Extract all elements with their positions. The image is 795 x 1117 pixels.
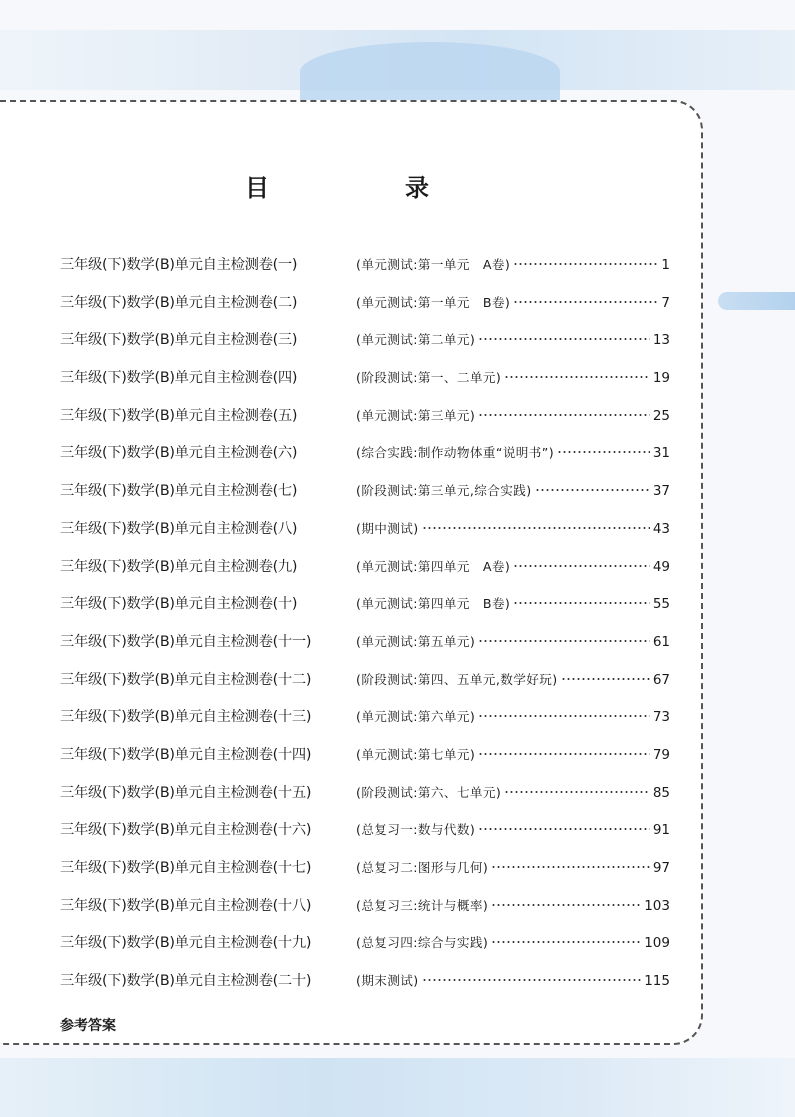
toc-entry-description: (单元测试:第一单元 B卷) [356,294,511,310]
toc-entry[interactable] [60,782,670,820]
toc-entry-name: 三年级(下)数学(B)单元自主检测卷(四) [60,370,298,387]
toc-entry[interactable] [60,744,670,782]
toc-entry-name: 三年级(下)数学(B)单元自主检测卷(十一) [60,633,312,650]
toc-entry-description: (单元测试:第四单元 B卷) [356,596,511,612]
toc-entry-name: 三年级(下)数学(B)单元自主检测卷(七) [60,483,298,500]
toc-entry-name: 三年级(下)数学(B)单元自主检测卷(十三) [60,709,312,726]
toc-entry[interactable] [60,857,670,895]
toc-entry[interactable] [60,329,670,367]
side-decoration-band [718,292,795,310]
toc-entry[interactable] [60,819,670,857]
toc-entry[interactable] [60,932,670,970]
toc-entry-page-number: 73 [652,709,670,726]
toc-dot-leader [535,481,650,495]
toc-entry[interactable] [60,292,670,330]
toc-entry-description: (单元测试:第四单元 A卷) [356,558,511,574]
toc-entry-description: (期中测试) [356,520,419,536]
toc-dot-leader [513,255,658,269]
toc-dot-leader [504,783,650,797]
toc-entry-name: 三年级(下)数学(B)单元自主检测卷(六) [60,445,298,462]
toc-entry[interactable] [60,480,670,518]
toc-entry[interactable] [60,405,670,443]
toc-dot-leader [478,820,650,834]
toc-entry-answers[interactable]: 参考答案 [60,1018,116,1034]
toc-dot-leader [513,557,650,571]
toc-dot-leader [478,707,650,721]
toc-entry[interactable] [60,367,670,405]
toc-entry-page-number: 1 [661,257,670,273]
toc-entry[interactable] [60,895,670,933]
toc-entry-page-number: 25 [652,407,670,424]
toc-entry-description: (总复习一:数与代数) [356,822,476,838]
toc-entry-name: 三年级(下)数学(B)单元自主检测卷(十八) [60,897,312,914]
toc-entry-name: 三年级(下)数学(B)单元自主检测卷(十九) [60,935,312,952]
toc-entry-description: (阶段测试:第六、七单元) [356,784,502,800]
toc-entry-page-number: 13 [652,332,670,349]
toc-dot-leader [478,406,650,420]
toc-entry-name: 三年级(下)数学(B)单元自主检测卷(九) [60,558,298,575]
toc-entry-page-number: 55 [652,596,670,613]
toc-entry-description: (阶段测试:第三单元,综合实践) [356,483,532,499]
toc-dot-leader [491,858,650,872]
toc-dot-leader [491,933,641,947]
toc-entry-name: 三年级(下)数学(B)单元自主检测卷(二十) [60,973,312,990]
toc-entry-name: 三年级(下)数学(B)单元自主检测卷(一) [60,257,298,273]
toc-entry-page-number: 67 [652,671,670,688]
toc-entry-page-number: 49 [652,558,670,575]
toc-entry-page-number: 31 [652,445,670,462]
toc-entry-page-number: 7 [661,294,670,311]
toc-entry-description: (期末测试) [356,973,419,989]
toc-entry-name: 三年级(下)数学(B)单元自主检测卷(十四) [60,746,312,763]
toc-entry[interactable] [60,593,670,631]
toc-entry-description: (单元测试:第七单元) [356,746,476,762]
toc-dot-leader [491,896,641,910]
toc-entry-page-number: 85 [652,784,670,801]
toc-dot-leader [422,519,650,533]
toc-entry-name: 三年级(下)数学(B)单元自主检测卷(十二) [60,671,312,688]
toc-entry[interactable] [60,556,670,594]
toc-entry-description: (阶段测试:第四、五单元,数学好玩) [356,671,558,687]
toc-entry-description: (总复习二:图形与几何) [356,860,489,875]
toc-entry-description: (综合实践:制作动物体重“说明书”) [356,445,555,461]
toc-entry-page-number: 19 [652,370,670,387]
toc-dot-leader [478,330,650,344]
toc-entry-page-number: 103 [644,897,670,914]
toc-entry[interactable] [60,631,670,669]
footer-decoration-band [0,1058,795,1117]
toc-list [60,254,670,1008]
toc-entry-description: (单元测试:第五单元) [356,633,476,649]
toc-entry-page-number: 109 [644,935,670,952]
toc-entry[interactable] [60,970,670,1008]
toc-entry-name: 三年级(下)数学(B)单元自主检测卷(十六) [60,822,312,839]
toc-dot-leader [422,971,642,985]
toc-entry-page-number: 91 [652,822,670,839]
toc-entry-page-number: 79 [652,746,670,763]
toc-dot-leader [504,368,650,382]
toc-entry[interactable] [60,669,670,707]
toc-entry-description: (总复习三:统计与概率) [356,897,489,913]
toc-entry-description: (单元测试:第六单元) [356,709,476,725]
toc-entry-page-number: 43 [652,520,670,537]
toc-entry-description: (单元测试:第三单元) [356,407,476,423]
toc-entry-name: 三年级(下)数学(B)单元自主检测卷(十七) [60,860,312,876]
toc-entry-page-number: 115 [644,973,670,990]
toc-dot-leader [478,632,650,646]
toc-entry-description: (单元测试:第一单元 A卷) [356,257,511,272]
toc-entry[interactable] [60,442,670,480]
toc-entry-name: 三年级(下)数学(B)单元自主检测卷(三) [60,332,298,349]
toc-entry-page-number: 61 [652,633,670,650]
toc-entry-page-number: 97 [652,860,670,876]
toc-entry[interactable] [60,706,670,744]
toc-entry-description: (阶段测试:第一、二单元) [356,370,502,386]
toc-entry-name: 三年级(下)数学(B)单元自主检测卷(五) [60,407,298,424]
toc-dot-leader [513,594,650,608]
toc-dot-leader [557,443,650,457]
toc-entry-description: (单元测试:第二单元) [356,332,476,348]
toc-entry-name: 三年级(下)数学(B)单元自主检测卷(二) [60,294,298,311]
toc-entry[interactable] [60,518,670,556]
toc-entry-name: 三年级(下)数学(B)单元自主检测卷(十五) [60,784,312,801]
toc-entry-description: (总复习四:综合与实践) [356,935,489,951]
toc-dot-leader [513,293,658,307]
toc-dot-leader [478,745,650,759]
header-decoration-wave [300,42,560,102]
toc-entry-page-number: 37 [652,483,670,500]
toc-entry[interactable] [60,254,670,292]
page-title: 目 录 [245,174,485,202]
toc-entry-name: 三年级(下)数学(B)单元自主检测卷(八) [60,520,298,537]
toc-dot-leader [561,670,650,684]
toc-entry-name: 三年级(下)数学(B)单元自主检测卷(十) [60,596,298,613]
